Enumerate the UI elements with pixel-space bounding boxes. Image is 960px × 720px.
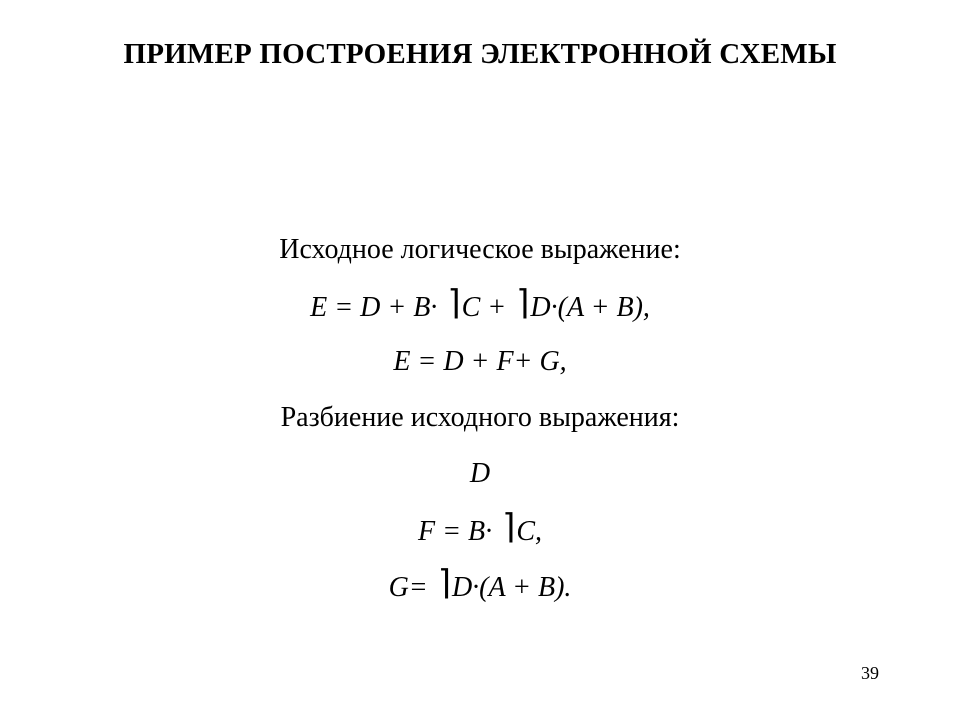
negation-symbol: ⌉ <box>437 565 451 602</box>
g-part2: D·(A + B). <box>451 572 572 603</box>
substituted-expression: E = D + F+ G, <box>393 346 567 377</box>
slide-title: ПРИМЕР ПОСТРОЕНИЯ ЭЛЕКТРОННОЙ СХЕМЫ <box>123 38 837 70</box>
split-expression-d: D <box>469 458 491 489</box>
split-expression-g <box>0 564 960 620</box>
expr1-part2: C + <box>461 292 514 323</box>
negation-symbol: ⌉ <box>516 285 530 322</box>
expr1-part1: E = D + B· <box>310 292 445 323</box>
initial-expression <box>0 284 960 340</box>
negation-symbol: ⌉ <box>502 509 516 546</box>
split-expression-label: Разбиение исходного выражения: <box>280 402 680 433</box>
negation-symbol: ⌉ <box>447 285 461 322</box>
slide-content <box>0 228 960 620</box>
split-expression-f <box>0 508 960 564</box>
g-part1: G= <box>388 572 435 603</box>
initial-expression-label: Исходное логическое выражение: <box>279 234 681 265</box>
page-number: 39 <box>861 663 879 683</box>
expr1-part3: D·(A + B), <box>530 292 650 323</box>
f-part1: F = B· <box>417 516 500 547</box>
f-part2: C, <box>516 516 543 547</box>
